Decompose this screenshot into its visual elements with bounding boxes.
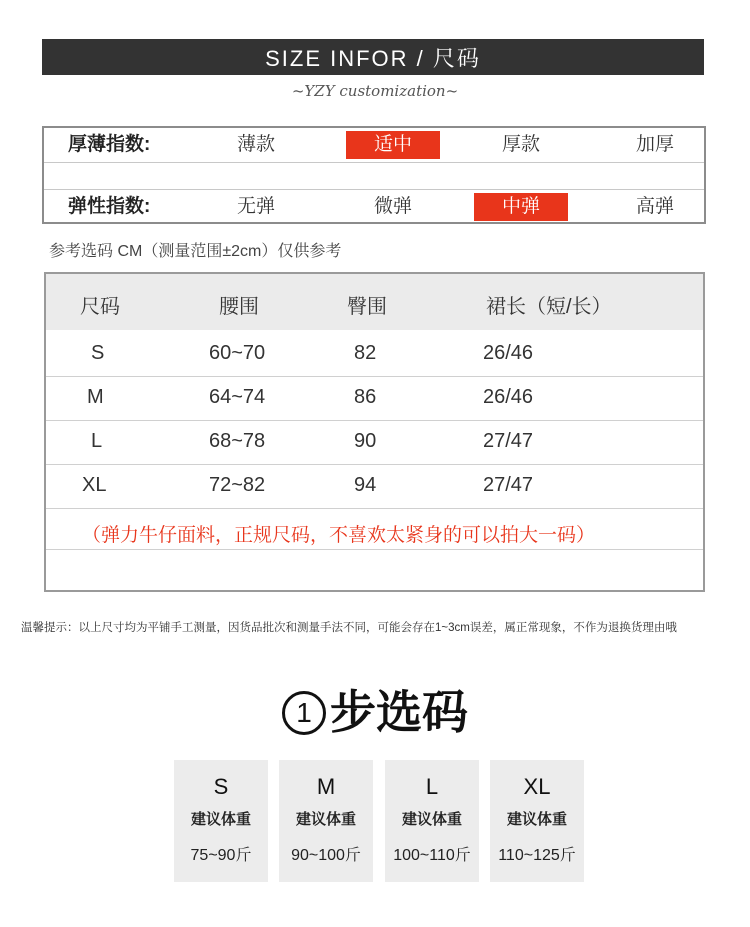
- size-info-header: [42, 39, 704, 75]
- thickness-label: 厚薄指数:: [68, 134, 151, 155]
- fabric-index-box: [42, 126, 706, 224]
- weight-card-m: [279, 760, 373, 882]
- size-table: [44, 272, 705, 592]
- thickness-option: 薄款: [236, 134, 275, 155]
- card-weight: 110~125斤: [498, 847, 576, 864]
- index-divider: [44, 162, 704, 163]
- weight-card-s: [174, 760, 268, 882]
- cell-size: M: [87, 386, 104, 408]
- measurement-tip: 温馨提示：以上尺寸均为平铺手工测量，因货品批次和测量手法不同，可能会存在1~3cm误差，属正常现象，不作为退换货理由哦: [21, 622, 677, 634]
- header-title: SIZE INFOR / 尺码: [265, 45, 481, 71]
- table-row: [46, 420, 703, 465]
- cell-waist: 60~70: [209, 342, 266, 364]
- card-weight: 100~110斤: [393, 847, 471, 864]
- header-subtitle: ~YZY customization~: [291, 82, 459, 100]
- step-title: [0, 676, 750, 742]
- card-size: S: [213, 774, 229, 799]
- elasticity-option: 高弹: [635, 196, 674, 217]
- weight-card-l: [385, 760, 479, 882]
- reference-note: 参考选码 CM（测量范围±2cm）仅供参考: [49, 243, 342, 260]
- header-size: 尺码: [80, 296, 120, 318]
- table-row: [46, 332, 703, 377]
- thickness-option-selected: 适中: [346, 131, 440, 159]
- elasticity-option-selected: 中弹: [474, 193, 568, 221]
- cell-hip: 90: [354, 430, 377, 452]
- fabric-note: （弹力牛仔面料，正规尺码，不喜欢太紧身的可以拍大一码）: [82, 525, 596, 546]
- card-weight: 90~100斤: [291, 847, 361, 864]
- size-table-header: [46, 274, 703, 330]
- thickness-option: 加厚: [635, 134, 674, 155]
- thickness-row: [44, 128, 704, 162]
- cell-length: 27/47: [483, 474, 534, 496]
- step-title-text: 步选码: [330, 686, 468, 738]
- cell-waist: 72~82: [209, 474, 266, 496]
- header-length: 裙长（短/长）: [486, 296, 612, 318]
- table-row: [46, 464, 703, 509]
- card-size: L: [425, 774, 439, 799]
- header-hip: 臀围: [347, 296, 387, 318]
- cell-length: 26/46: [483, 342, 534, 364]
- table-divider: [46, 549, 703, 550]
- thickness-option: 厚款: [501, 134, 540, 155]
- card-label: 建议体重: [401, 811, 462, 828]
- table-row: [46, 376, 703, 421]
- cell-hip: 94: [354, 474, 377, 496]
- elasticity-label: 弹性指数:: [68, 196, 151, 217]
- cell-length: 27/47: [483, 430, 534, 452]
- cell-size: S: [91, 342, 105, 364]
- card-size: M: [316, 774, 336, 799]
- elasticity-row: [44, 189, 704, 223]
- cell-length: 26/46: [483, 386, 534, 408]
- card-label: 建议体重: [295, 811, 356, 828]
- cell-size: XL: [82, 474, 107, 496]
- weight-card-xl: [490, 760, 584, 882]
- cell-size: L: [91, 430, 103, 452]
- cell-hip: 82: [354, 342, 377, 364]
- card-label: 建议体重: [190, 811, 251, 828]
- elasticity-option: 无弹: [236, 196, 275, 217]
- card-label: 建议体重: [506, 811, 567, 828]
- card-weight: 75~90斤: [190, 847, 252, 864]
- card-size: XL: [523, 774, 551, 799]
- step-number-badge: 1: [282, 691, 326, 735]
- cell-waist: 64~74: [209, 386, 266, 408]
- cell-waist: 68~78: [209, 430, 266, 452]
- elasticity-option: 微弹: [373, 196, 412, 217]
- header-waist: 腰围: [219, 296, 259, 318]
- cell-hip: 86: [354, 386, 377, 408]
